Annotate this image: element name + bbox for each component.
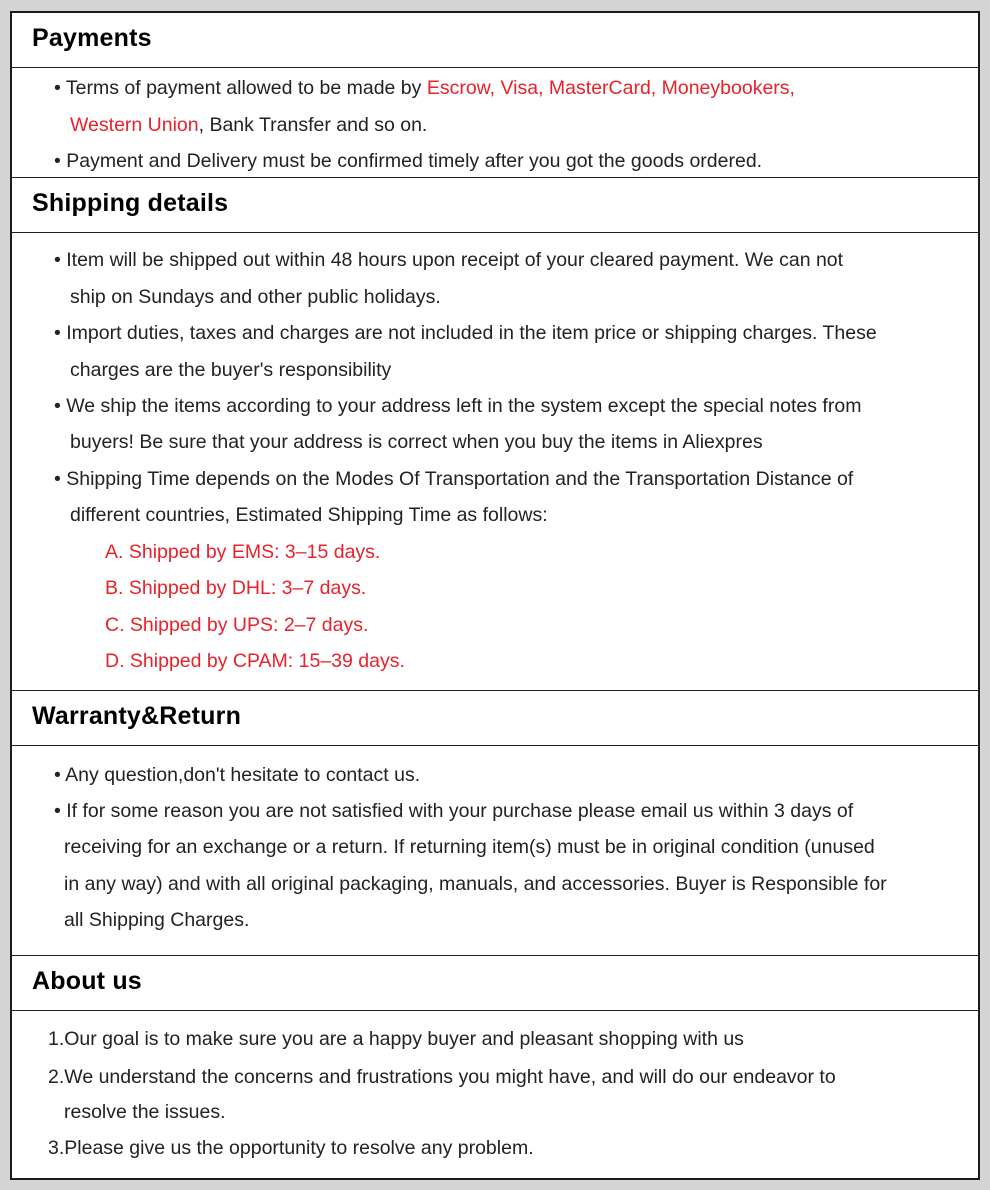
about-item-2-line-2: resolve the issues. xyxy=(64,1101,226,1123)
about-item-2-line-1: 2.We understand the concerns and frustrations you might have, and will do our endeavor to xyxy=(48,1066,836,1088)
warranty-item-1: • Any question,don't hesitate to contact us. xyxy=(54,764,421,786)
shipping-item-3-line-2: buyers! Be sure that your address is correct when you buy the items in Aliexpres xyxy=(70,431,763,453)
about-title: About us xyxy=(32,967,142,995)
payments-item-1-text: • Terms of payment allowed to be made by xyxy=(54,77,427,99)
about-item-3: 3.Please give us the opportunity to resolve any problem. xyxy=(48,1137,534,1159)
warranty-header xyxy=(12,691,978,746)
shipping-option-ups: C. Shipped by UPS: 2–7 days. xyxy=(105,614,369,636)
shipping-item-2-line-1: • Import duties, taxes and charges are not included in the item price or shipping charges. These xyxy=(54,322,877,344)
warranty-item-2-line-1: • If for some reason you are not satisfied with your purchase please email us within 3 days of xyxy=(54,800,854,822)
warranty-item-2-line-3: in any way) and with all original packaging, manuals, and accessories. Buyer is Responsible for xyxy=(64,873,887,895)
shipping-option-cpam: D. Shipped by CPAM: 15–39 days. xyxy=(105,650,405,672)
shipping-item-3-line-1: • We ship the items according to your address left in the system except the special notes from xyxy=(54,395,862,417)
shipping-title: Shipping details xyxy=(32,189,229,217)
payments-title: Payments xyxy=(32,24,152,52)
shipping-item-1-line-2: ship on Sundays and other public holidays. xyxy=(70,286,441,308)
shipping-option-dhl: B. Shipped by DHL: 3–7 days. xyxy=(105,577,367,599)
warranty-item-2-line-2: receiving for an exchange or a return. If returning item(s) must be in original condition (unused xyxy=(64,836,875,858)
about-header xyxy=(12,956,978,1011)
payments-header xyxy=(12,13,978,68)
shipping-header xyxy=(12,178,978,233)
shipping-item-4-line-1: • Shipping Time depends on the Modes Of Transportation and the Transportation Distance of xyxy=(54,468,854,490)
payments-item-1-suffix: , Bank Transfer and so on. xyxy=(198,114,428,136)
about-item-1: 1.Our goal is to make sure you are a happy buyer and pleasant shopping with us xyxy=(48,1028,744,1050)
warranty-title: Warranty&Return xyxy=(32,702,242,730)
payments-item-1 xyxy=(54,76,795,100)
shipping-item-2-line-2: charges are the buyer's responsibility xyxy=(70,359,392,381)
shipping-item-4-line-2: different countries, Estimated Shipping Time as follows: xyxy=(70,504,548,526)
payments-item-2: • Payment and Delivery must be confirmed timely after you got the goods ordered. xyxy=(54,150,763,172)
payments-item-1-cont xyxy=(70,113,427,137)
payment-method-western-union: Western Union xyxy=(70,114,199,136)
shipping-option-ems: A. Shipped by EMS: 3–15 days. xyxy=(105,541,381,563)
shipping-item-1-line-1: • Item will be shipped out within 48 hours upon receipt of your cleared payment. We can not xyxy=(54,249,844,271)
policy-document xyxy=(10,11,980,1180)
payment-methods: Escrow, Visa, MasterCard, Moneybookers, xyxy=(426,77,795,99)
warranty-item-2-line-4: all Shipping Charges. xyxy=(64,909,250,931)
